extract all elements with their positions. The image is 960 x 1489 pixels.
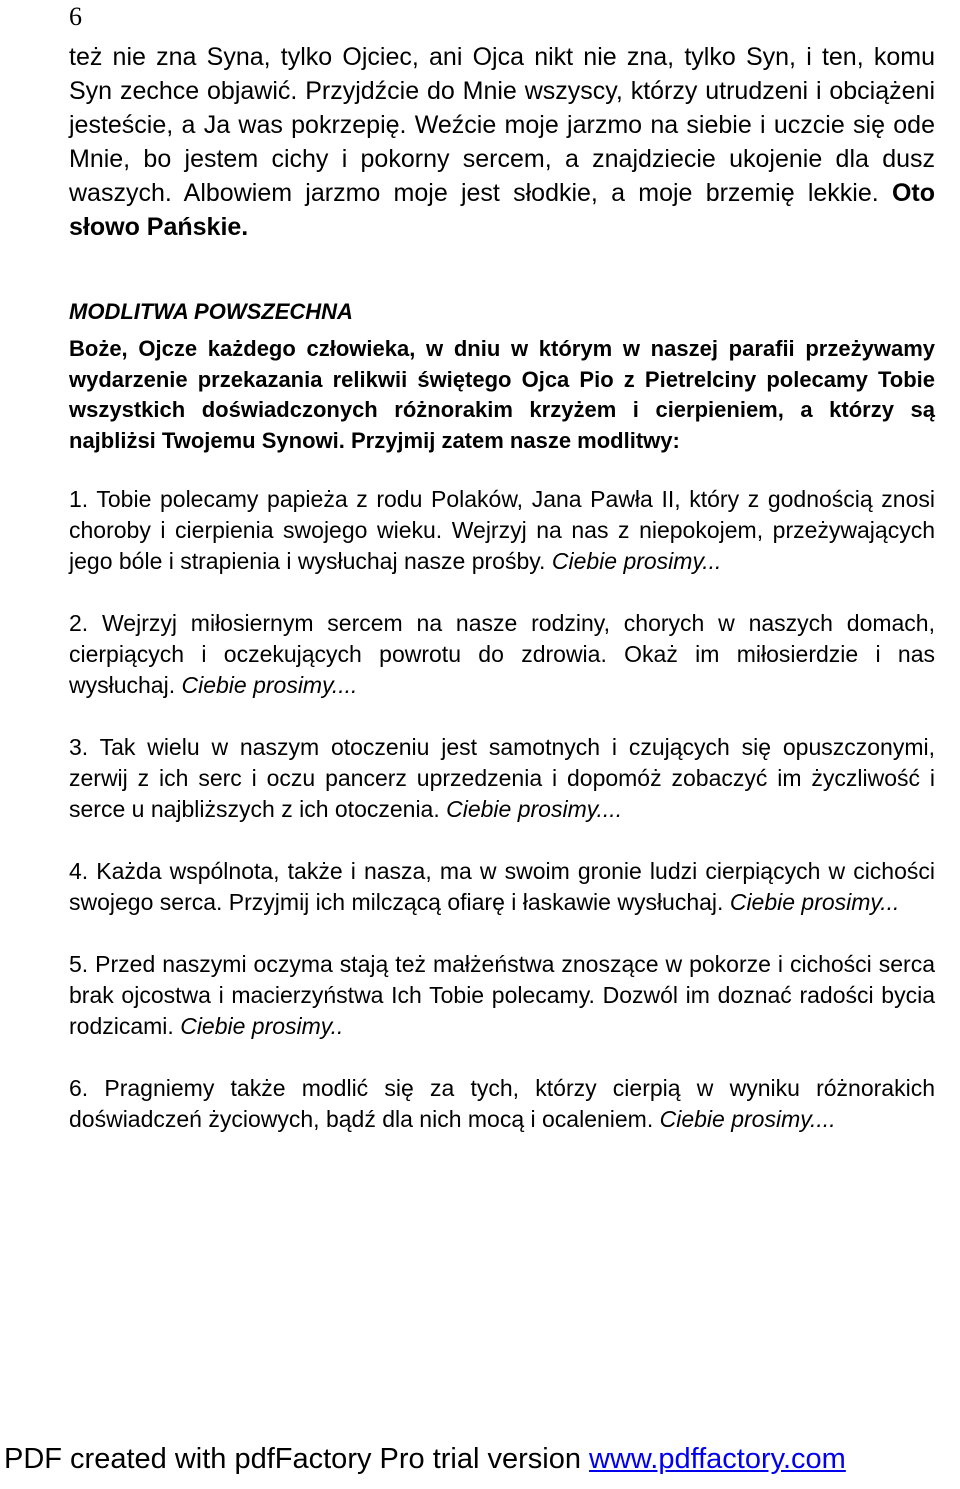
- intention-text: 3. Tak wielu w naszym otoczeniu jest samotnych i czujących się opuszczonymi, zerwij z ich serc i oczu pancerz uprzedzenia i dopomóż zobaczyć im życzliwość i serce u najbliższych z ich otoczenia.: [69, 734, 935, 822]
- intention-5: [69, 949, 935, 1042]
- intention-4: [69, 856, 935, 918]
- pdf-footer: [4, 1443, 846, 1476]
- intention-response: Ciebie prosimy....: [446, 796, 623, 822]
- intention-text: 6. Pragniemy także modlić się za tych, którzy cierpią w wyniku różnorakich doświadczeń życiowych, bądź dla nich mocą i ocaleniem.: [69, 1075, 935, 1132]
- gospel-closing: Oto słowo Pańskie.: [69, 179, 935, 241]
- intention-response: Ciebie prosimy....: [659, 1106, 836, 1132]
- intention-text: 5. Przed naszymi oczyma stają też małżeństwa znoszące w pokorze i cichości serca brak ojcostwa i macierzyństwa Ich Tobie polecamy. Dozwól im doznać radości bycia rodzicami.: [69, 951, 935, 1039]
- page-number: 6: [69, 2, 82, 31]
- intention-response: Ciebie prosimy..: [180, 1013, 344, 1039]
- intention-3: [69, 732, 935, 825]
- prayer-title: MODLITWA POWSZECHNA: [69, 299, 353, 324]
- intention-text: 4. Każda wspólnota, także i nasza, ma w swoim gronie ludzi cierpiących w cichości swojego serca. Przyjmij ich milczącą ofiarę i łaskawie wysłuchaj.: [69, 858, 935, 915]
- intention-2: [69, 608, 935, 701]
- intention-text: 2. Wejrzyj miłosiernym sercem na nasze rodziny, chorych w naszych domach, cierpiących i oczekujących powrotu do zdrowia. Okaż im miłosierdzie i nas wysłuchaj.: [69, 610, 935, 698]
- prayer-intro: Boże, Ojcze każdego człowieka, w dniu w którym w naszej parafii przeżywamy wydarzenie przekazania relikwii świętego Ojca Pio z Pietrelciny polecamy Tobie wszystkich doświadczonych różnorakim krzyżem i cierpieniem, a którzy są najbliżsi Twojemu Synowi. Przyjmij zatem nasze modlitwy:: [69, 336, 935, 453]
- pdffactory-link[interactable]: www.pdffactory.com: [589, 1443, 846, 1475]
- intention-response: Ciebie prosimy....: [181, 672, 358, 698]
- intention-text: 1. Tobie polecamy papieża z rodu Polaków, Jana Pawła II, który z godnością znosi choroby i cierpienia swojego wieku. Wejrzyj na nas z niepokojem, przeżywających jego bóle i strapienia i wysłuchaj nasze prośby.: [69, 486, 935, 574]
- intention-response: Ciebie prosimy...: [729, 889, 900, 915]
- intention-6: [69, 1073, 935, 1135]
- intention-response: Ciebie prosimy...: [551, 548, 722, 574]
- document-body: [69, 40, 935, 1135]
- footer-text: PDF created with pdfFactory Pro trial version: [4, 1443, 590, 1475]
- intention-1: [69, 484, 935, 577]
- gospel-reading: [69, 40, 935, 244]
- gospel-text: też nie zna Syna, tylko Ojciec, ani Ojca nikt nie zna, tylko Syn, i ten, komu Syn zechce objawić. Przyjdźcie do Mnie wszyscy, którzy utrudzeni i obciążeni jesteście, a Ja was pokrzepię. Weźcie moje jarzmo na siebie i uczcie się ode Mnie, bo jestem cichy i pokorny sercem, a znajdziecie ukojenie dla dusz waszych. Albowiem jarzmo moje jest słodkie, a moje brzemię lekkie.: [69, 43, 935, 207]
